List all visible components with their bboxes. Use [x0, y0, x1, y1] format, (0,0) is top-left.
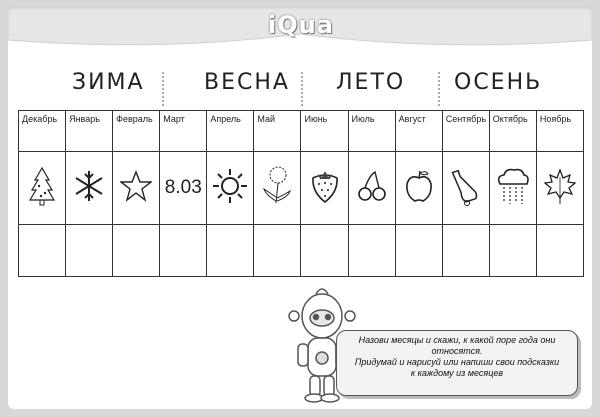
month-label: Июль [351, 114, 375, 124]
blank-cell [395, 225, 442, 277]
blank-cell [348, 225, 395, 277]
date-text: 8.03 [164, 177, 202, 198]
season-divider [301, 72, 303, 106]
sun-icon [211, 167, 249, 205]
cherry-icon [355, 168, 389, 204]
season-summer: ЛЕТО [336, 70, 406, 95]
month-cell [66, 111, 113, 152]
month-label: Октябрь [492, 114, 528, 124]
icon-cell [395, 152, 442, 225]
month-cell [160, 111, 207, 152]
blank-cell [254, 225, 301, 277]
month-row [19, 111, 584, 152]
apple-icon [402, 168, 436, 204]
month-cell [113, 111, 160, 152]
month-label: Ноябрь [539, 114, 572, 124]
blank-cell [442, 225, 489, 277]
month-label: Июнь [304, 114, 328, 124]
maple-leaf-icon [542, 167, 578, 205]
icon-cell [301, 152, 348, 225]
instruction-line: Назови месяцы и скажи, к какой поре года они [358, 335, 556, 345]
icon-cell [113, 152, 160, 225]
strawberry-icon [308, 168, 342, 204]
icon-cell [207, 152, 254, 225]
month-label: Февраль [116, 114, 153, 124]
month-label: Январь [69, 114, 100, 124]
season-spring: ВЕСНА [204, 70, 290, 95]
season-divider [438, 72, 440, 106]
icon-cell [160, 152, 207, 225]
month-cell [489, 111, 536, 152]
month-label: Май [257, 114, 276, 124]
instruction-line: к каждому из месяцев [410, 368, 504, 378]
month-cell [348, 111, 395, 152]
brand-logo: iQua [268, 11, 334, 39]
blank-cell [19, 225, 66, 277]
icon-cell [348, 152, 395, 225]
blank-cell [113, 225, 160, 277]
bell-icon [449, 165, 483, 207]
instruction-line: относятся. [431, 346, 483, 356]
icon-cell [442, 152, 489, 225]
month-cell [207, 111, 254, 152]
month-cell [301, 111, 348, 152]
season-autumn: ОСЕНЬ [454, 70, 543, 95]
icon-cell [489, 152, 536, 225]
instruction-line: Придумай и нарисуй или напиши свои подсказки [354, 357, 560, 367]
icon-cell [536, 152, 583, 225]
blank-cell [160, 225, 207, 277]
month-label: Март [163, 114, 185, 124]
month-label: Август [398, 114, 426, 124]
blank-cell [489, 225, 536, 277]
seasons-row [18, 66, 584, 106]
month-cell [395, 111, 442, 152]
month-cell [536, 111, 583, 152]
instruction-note [336, 330, 578, 396]
month-cell [19, 111, 66, 152]
dandelion-icon [260, 165, 294, 207]
star-icon [120, 170, 152, 202]
season-winter: ЗИМА [72, 70, 145, 95]
snowflake-icon [71, 168, 107, 204]
icon-row [19, 152, 584, 225]
icon-cell [254, 152, 301, 225]
season-divider [162, 72, 164, 106]
month-cell [442, 111, 489, 152]
icon-cell [19, 152, 66, 225]
month-label: Апрель [210, 114, 241, 124]
icon-cell [66, 152, 113, 225]
blank-cell [301, 225, 348, 277]
tree-icon [27, 166, 57, 206]
month-label: Декабрь [22, 114, 58, 124]
blank-cell [536, 225, 583, 277]
blank-cell [207, 225, 254, 277]
months-table [18, 110, 584, 277]
blank-row [19, 225, 584, 277]
month-cell [254, 111, 301, 152]
rain-cloud-icon [494, 166, 532, 206]
blank-cell [66, 225, 113, 277]
month-label: Сентябрь [445, 114, 487, 124]
